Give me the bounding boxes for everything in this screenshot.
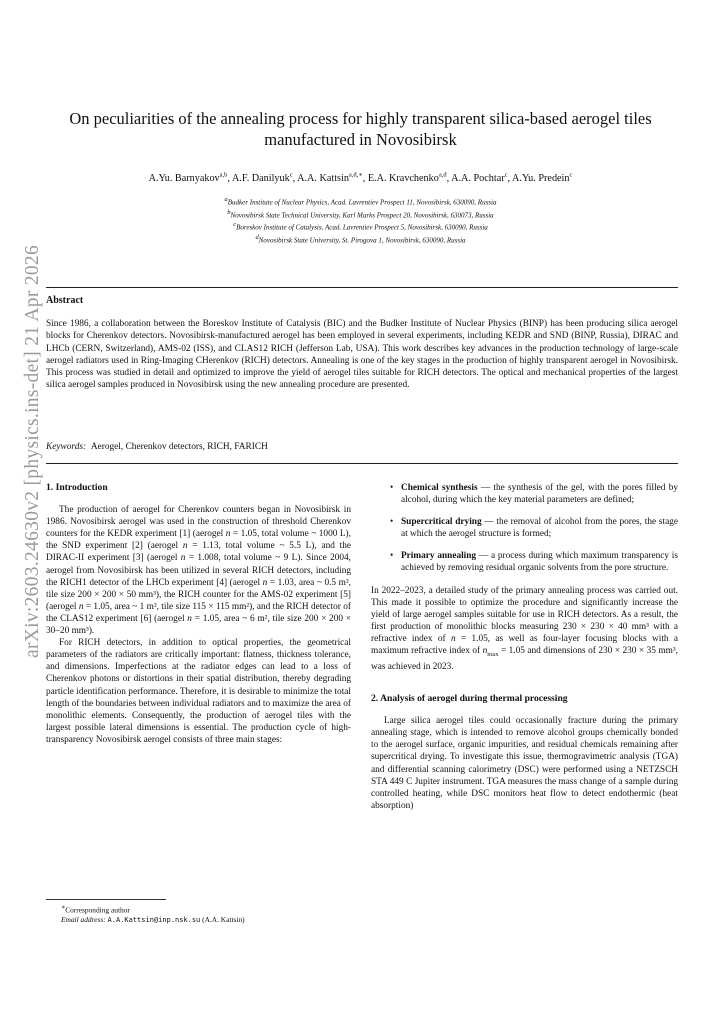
author: A.A. Kattsin$^{a,d,∗}$, <box>297 172 368 185</box>
bullet-icon: • <box>390 517 394 528</box>
abstract-heading: Abstract <box>46 295 84 306</box>
right-column <box>371 482 678 812</box>
analysis-paragraph-1: Large silica aerogel tiles could occasionally fracture during the primary annealing stage, which is intended to remove alcohol groups chemically bonded to the aerogel surface, organic impurities, and residual chemicals remaining after supercritical drying. To investigate this issue, thermogravimetric analysis (TGA) and differential scanning calorimetry (DSC) were performed using a NETZSCH STA 449 C Jupiter instrument. TGA measures the mass change of a sample during controlled heating, while DSC monitors heat flow to detect endothermic (heat absorption) <box>371 716 678 811</box>
bullet-icon: • <box>390 483 394 493</box>
affiliation: $^a$Budker Institute of Nuclear Physics, Acad. Lavrentiev Prospect 11, Novosibirsk, 630090, Russia <box>224 196 497 207</box>
section-heading-analysis: 2. Analysis of aerogel during thermal processing <box>371 693 568 705</box>
email-link[interactable]: A.A.Kattsin@inp.nsk.su <box>107 916 201 925</box>
email-note: Email address: A.A.Kattsin@inp.nsk.su (A.A. Kattsin) <box>61 915 245 925</box>
bullet-icon: • <box>390 551 394 562</box>
author: E.A. Kravchenko$^{a,d}$, <box>367 172 452 185</box>
corresponding-author-note: ∗Corresponding author <box>61 905 130 915</box>
affiliation-list <box>40 195 681 246</box>
abstract-top-rule <box>46 287 678 288</box>
author: A.A. Pochtar$^c$, <box>451 172 513 185</box>
footnote <box>61 903 351 925</box>
intro-paragraph-1: The production of aerogel for Cherenkov counters began in Novosibirsk in 1986. Novosibirsk aerogel was used in the construction of threshold Cherenkov counters for the KEDR experiment [1] (aerogel n = 1.05, total volume ~ 1000 L), the SND experiment [2] (aerogel n = 1.13, total volume ~ 5.5 L), and the DIRAC-II experiment [3] (aerogel n = 1.008, total volume ~ 9 L). Since 2004, aerogel from Novosibirsk has been utilized in several RICH detectors, including the RICH1 detector of the LHCb experiment [4] (aerogel n = 1.03, area ~ 0.5 m², tile size 200 × 200 × 50 mm³), the RICH counter for the AMS-02 experiment [5] (aerogel n = 1.05, area ~ 1 m², tile size 115 × 115 mm²), and the RICH detector of the CLAS12 experiment [6] (aerogel n = 1.05, area ~ 6 m², tile size 200 × 200 × 30–20 mm³). <box>46 505 352 637</box>
affiliation: $^b$Novosibirsk State Technical University, Karl Marks Prospect 20, Novosibirsk, 630073, Russia <box>227 208 494 220</box>
author: A.Yu. Barnyakov$^{a,b}$, <box>148 172 232 185</box>
section-heading-introduction: 1. Introduction <box>46 482 108 493</box>
paper-title: On peculiarities of the annealing process for highly transparent silica-based aerogel tiles manufactured in Novosibirsk <box>69 109 652 149</box>
affiliation: $^d$Novosibirsk State University, St. Pirogova 1, Novosibirsk, 630090, Russia <box>255 234 466 245</box>
author: A.F. Danilyuk$^c$, <box>231 172 298 185</box>
author-list <box>40 171 681 184</box>
keywords <box>46 442 678 452</box>
keywords-label: Keywords: <box>46 442 87 452</box>
footnote-rule <box>46 899 166 900</box>
keywords-list: Aerogel, Cherenkov detectors, RICH, FARICH <box>90 442 268 452</box>
intro-paragraph-3: In 2022–2023, a detailed study of the primary annealing process was carried out. This made it possible to optimize the procedure and significantly increase the yield of large aerogel samples suitable for use in RICH detectors. As a result, the first production of monolithic blocks measuring 230 × 230 × 40 mm³ with a refractive index of n = 1.05, as well as four-layer focusing blocks with a maximum refractive index of $n_{max} = 1.05$ and dimensions of 230 × 230 × 35 mm³, was achieved in 2023. <box>371 585 678 672</box>
abstract-bottom-rule <box>46 463 678 464</box>
arxiv-identifier: arXiv:2603.24630v2 [physics.ins-det] 21 Apr 2026 <box>22 244 43 658</box>
affiliation: $^c$Boreskov Institute of Catalysis, Acad. Lavrentiev Prospect 5, Novosibirsk, 630090, Russia <box>233 221 488 232</box>
abstract-text: Since 1986, a collaboration between the Boreskov Institute of Catalysis (BIC) and the Budker Institute of Nuclear Physics (BINP) has been producing silica aerogel blocks for Cherenkov detectors. Novosibirsk-manufactured aerogel has been employed in several experiments, including KEDR and SND (BINP, Russia), DIRAC and LHCb (CERN, Switzerland), AMS-02 (ISS), and CLAS12 RICH (Jefferson Lab, USA). This work describes key advances in the production technology of large-scale aerogel radiators used in Ring-Imaging CHerenkov (RICH) detectors. Annealing is one of the key stages in the production of highly transparent aerogel in Novosibirsk. This process was studied in detail and optimized to improve the yield of aerogel tiles suitable for RICH detectors. The optical and mechanical properties of the largest silica aerogel samples produced in Novosibirsk using the new annealing procedure are presented. <box>46 319 678 391</box>
author: A.Yu. Predein$^c$ <box>512 172 573 185</box>
intro-paragraph-2: For RICH detectors, in addition to optical properties, the geometrical parameters of the radiators are critically important: flatness, thickness tolerance, and dimensions. Imperfections at the radiator edges can lead to a loss of Cherenkov photons or distortions in their spatial distribution, thereby degrading particle identification performance. Therefore, it is desirable to minimize the total length of the boundaries between individual radiators and to maximize the area of monolithic elements. Consequently, the production of aerogel tiles with the largest possible lateral dimensions is essential. The production cycle of high-transparency Novosibirsk aerogel consists of three main stages: <box>46 638 351 745</box>
production-stages-list <box>371 482 678 575</box>
list-item: • Supercritical drying — the removal of alcohol from the pores, the stage at which the aerogel structure is formed; <box>390 517 678 540</box>
left-column <box>46 482 351 746</box>
list-item: • Chemical synthesis — the synthesis of the gel, with the pores filled by alcohol, during which the key material parameters are defined; <box>390 483 678 506</box>
list-item: • Primary annealing — a process during which maximum transparency is achieved by removing residual organic solvents from the pore structure. <box>390 551 678 574</box>
